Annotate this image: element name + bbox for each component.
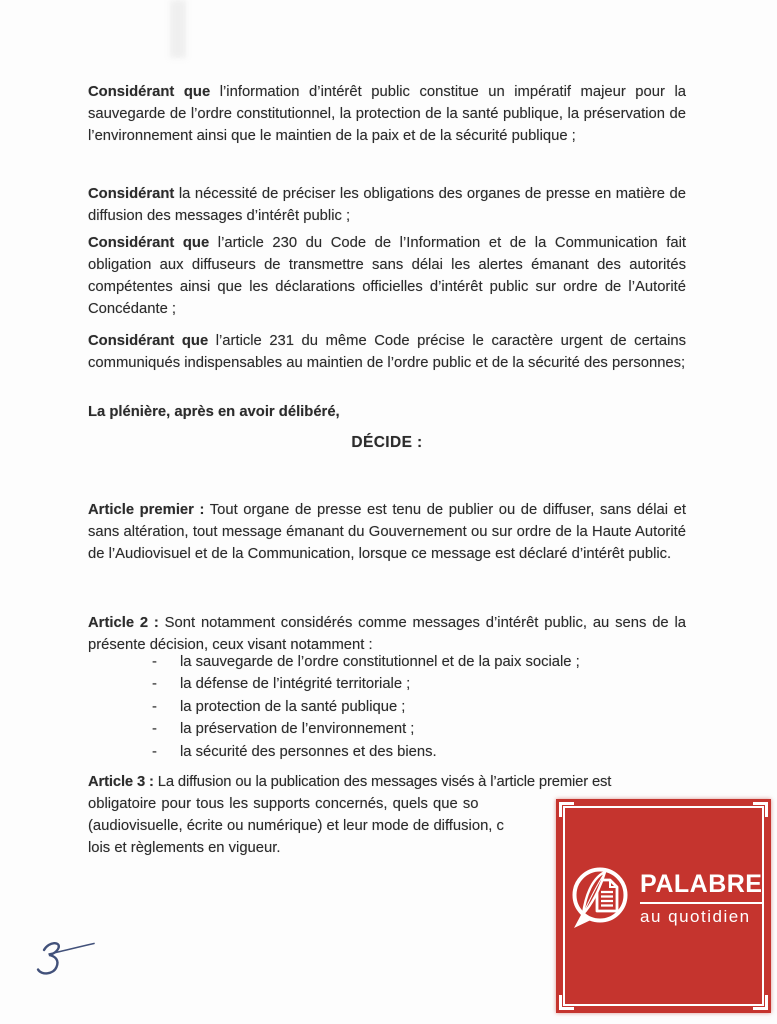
- stamp-corner: [753, 802, 768, 817]
- considerant-paragraph-3: [88, 232, 686, 320]
- list-item-text: la sécurité des personnes et des biens.: [180, 743, 437, 760]
- considerant-text: l’information d’intérêt public constitue un impératif majeur pour la sauvegarde de l’ordre constitutionnel, la protection de la santé publique, la préservation de l’environnement ainsi que le maintien de la paix et de la sécurité publique ;: [88, 83, 686, 144]
- article-3-line-2: obligatoire pour tous les supports concernés, quels que so: [88, 796, 479, 812]
- scan-smudge: [170, 0, 186, 58]
- considerant-text: l’article 230 du Code de l’Information et de la Communication fait obligation aux diffuseurs de transmettre sans délai les alertes émanant des autorités compétentes ainsi que les déclarations officielles d’intérêt public sur ordre de l’Autorité Concédante ;: [88, 234, 686, 317]
- considerant-text: l’article 231 du même Code précise le caractère urgent de certains communiqués indispensables au maintien de l’ordre public et de la sécurité des personnes;: [88, 332, 686, 371]
- speech-bubble-quill-document-icon: [569, 865, 631, 931]
- stamp-corner: [559, 802, 574, 817]
- considerant-lead: Considérant que: [88, 83, 211, 100]
- article-lead: Article 2 :: [88, 614, 159, 631]
- plenary-line: La plénière, après en avoir délibéré,: [88, 403, 340, 420]
- article-3-line-1: [88, 771, 611, 793]
- stamp-wordmark: [640, 869, 763, 926]
- article-text: Sont notamment considérés comme messages d’intérêt public, au sens de la présente décision, ceux visant notamment :: [88, 614, 686, 653]
- handwritten-page-number: [28, 936, 112, 993]
- article-3-line-3: (audiovisuelle, écrite ou numérique) et leur mode de diffusion, c: [88, 818, 504, 834]
- stamp-corner: [753, 995, 768, 1010]
- decide-heading: DÉCIDE :: [351, 434, 423, 451]
- article-text: La diffusion ou la publication des messages visés à l’article premier est: [153, 774, 612, 790]
- considerant-lead: Considérant que: [88, 332, 209, 349]
- list-item: [88, 651, 686, 673]
- list-item-text: la sauvegarde de l’ordre constitutionnel et de la paix sociale ;: [180, 654, 580, 670]
- palabre-stamp: [556, 799, 771, 1013]
- article-2-list: [88, 651, 686, 763]
- list-item: [88, 696, 686, 718]
- list-dash: -: [152, 698, 157, 715]
- list-dash: -: [152, 654, 157, 670]
- article-text: Tout organe de presse est tenu de publier ou de diffuser, sans délai et sans altération, tout message émanant du Gouvernement ou sur ordre de la Haute Autorité de l’Audiovisuel et de la Communication, lorsque ce message est déclaré d’intérêt public.: [88, 501, 686, 562]
- list-item: [88, 741, 686, 763]
- list-item: [88, 718, 686, 740]
- list-dash: -: [152, 721, 157, 738]
- article-3-line-4: lois et règlements en vigueur.: [88, 840, 281, 856]
- list-dash: -: [152, 676, 157, 693]
- list-item-text: la protection de la santé publique ;: [180, 698, 406, 715]
- article-lead: Article premier :: [88, 501, 205, 518]
- considerant-paragraph-4: [88, 330, 686, 374]
- list-item: [88, 673, 686, 695]
- considerant-lead: Considérant: [88, 185, 175, 202]
- article-lead: Article 3 :: [88, 774, 154, 790]
- article-2-paragraph: [88, 612, 686, 656]
- list-dash: -: [152, 743, 157, 760]
- article-1-paragraph: [88, 499, 686, 565]
- stamp-corner: [559, 995, 574, 1010]
- stamp-tagline-text: au quotidien: [640, 906, 751, 926]
- stamp-brand-text: PALABRE: [640, 872, 762, 904]
- considerant-lead: Considérant que: [88, 234, 210, 251]
- list-item-text: la préservation de l’environnement ;: [180, 721, 415, 738]
- considerant-paragraph-2: [88, 183, 686, 227]
- handwritten-3-glyph: [28, 936, 112, 988]
- palabre-logo: [569, 865, 762, 931]
- list-item-text: la défense de l’intégrité territoriale ;: [180, 676, 411, 693]
- considerant-text: la nécessité de préciser les obligations des organes de presse en matière de diffusion des messages d’intérêt public ;: [88, 185, 686, 224]
- considerant-paragraph-1: [88, 81, 686, 147]
